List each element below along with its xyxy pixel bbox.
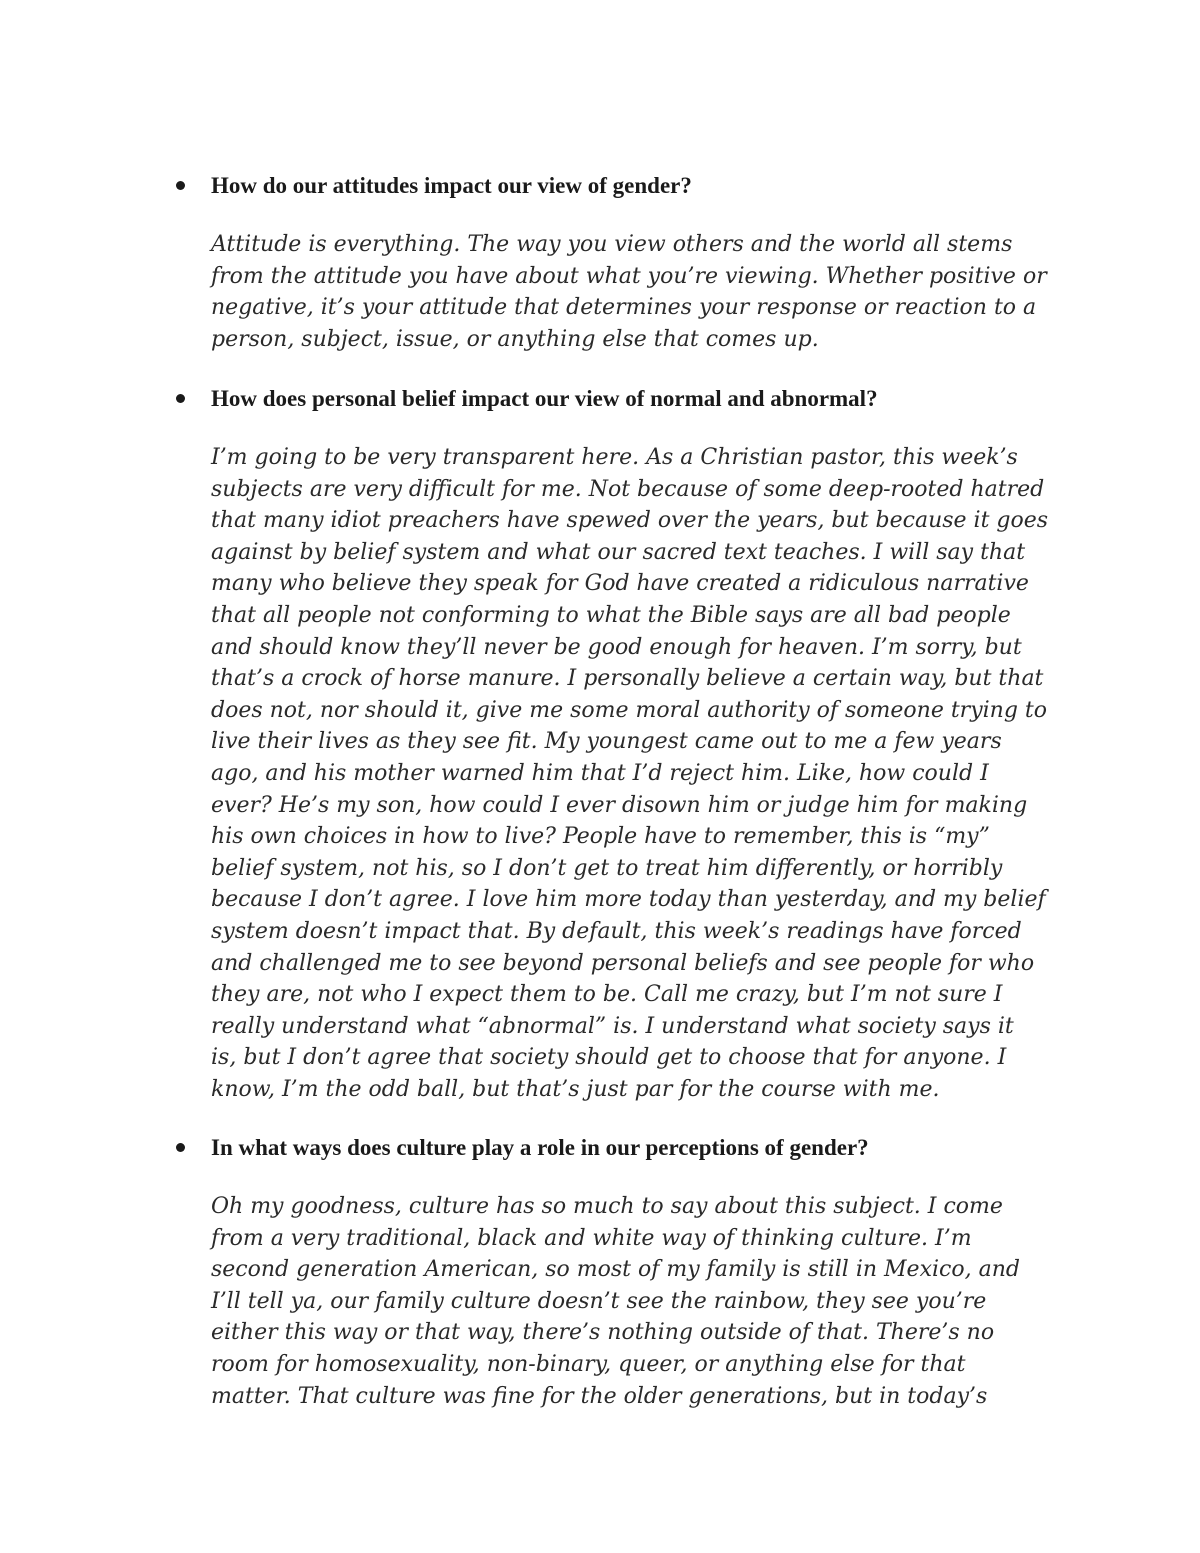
answer-line: is, but I don’t agree that society should get to choose that for anyone. I	[211, 1045, 1007, 1071]
question-heading: In what ways does culture play a role in our perceptions of gender?	[211, 1135, 869, 1160]
answer-line: belief system, not his, so I don’t get to treat him differently, or horribly	[211, 855, 1003, 881]
answer-line: Oh my goodness, culture has so much to say about this subject. I come	[211, 1194, 1003, 1219]
answer-line: system doesn’t impact that. By default, this week’s readings have forced	[211, 918, 1022, 944]
answer-line: second generation American, so most of my family is still in Mexico, and	[211, 1257, 1020, 1283]
answer-line: Attitude is everything. The way you view others and the world all stems	[211, 232, 1013, 257]
answer-paragraph	[211, 1191, 1071, 1412]
answer-line: that’s a crock of horse manure. I personally believe a certain way, but that	[211, 666, 1044, 692]
bullet-icon	[176, 1143, 185, 1152]
bullet-icon	[176, 394, 185, 403]
answer-line: I’m going to be very transparent here. As a Christian pastor, this week’s	[211, 445, 1018, 470]
answer-line: person, subject, issue, or anything else that comes up.	[211, 326, 819, 352]
question-heading: How does personal belief impact our view of normal and abnormal?	[211, 386, 878, 411]
bullet-icon	[176, 181, 185, 190]
answer-paragraph	[211, 442, 1071, 1105]
answer-line: ago, and his mother warned him that I’d reject him. Like, how could I	[211, 760, 989, 786]
answer-line: ever? He’s my son, how could I ever disown him or judge him for making	[211, 792, 1028, 818]
answer-line: against by belief system and what our sacred text teaches. I will say that	[211, 539, 1026, 565]
answer-line: really understand what “abnormal” is. I understand what society says it	[211, 1013, 1014, 1039]
answer-line: and should know they’ll never be good enough for heaven. I’m sorry, but	[211, 634, 1022, 660]
answer-line: many who believe they speak for God have created a ridiculous narrative	[211, 571, 1029, 597]
answer-line: live their lives as they see fit. My youngest came out to me a few years	[211, 729, 1002, 755]
answer-line: room for homosexuality, non-binary, queer, or anything else for that	[211, 1351, 966, 1377]
answer-line: subjects are very difficult for me. Not because of some deep-rooted hatred	[211, 476, 1045, 502]
answer-line: that many idiot preachers have spewed over the years, but because it goes	[211, 508, 1049, 534]
answer-line: either this way or that way, there’s nothing outside of that. There’s no	[211, 1320, 995, 1346]
answer-line: his own choices in how to live? People have to remember, this is “my”	[211, 824, 990, 850]
answer-line: does not, nor should it, give me some moral authority of someone trying to	[211, 697, 1047, 723]
question-heading: How do our attitudes impact our view of gender?	[211, 173, 692, 198]
answer-line: I’ll tell ya, our family culture doesn’t see the rainbow, they see you’re	[211, 1288, 987, 1314]
answer-line: and challenged me to see beyond personal beliefs and see people for who	[211, 950, 1035, 976]
answer-line: they are, not who I expect them to be. Call me crazy, but I’m not sure I	[211, 982, 1003, 1008]
answer-line: matter. That culture was fine for the older generations, but in today’s	[211, 1383, 988, 1409]
answer-line: negative, it’s your attitude that determines your response or reaction to a	[211, 295, 1037, 321]
answer-line: because I don’t agree. I love him more today than yesterday, and my belief	[211, 887, 1046, 913]
answer-line: from a very traditional, black and white way of thinking culture. I’m	[211, 1225, 972, 1251]
answer-line: that all people not conforming to what the Bible says are all bad people	[211, 602, 1011, 628]
answer-line: know, I’m the odd ball, but that’s just par for the course with me.	[211, 1076, 940, 1102]
answer-line: from the attitude you have about what you’re viewing. Whether positive or	[211, 263, 1047, 289]
answer-paragraph	[211, 229, 1071, 355]
